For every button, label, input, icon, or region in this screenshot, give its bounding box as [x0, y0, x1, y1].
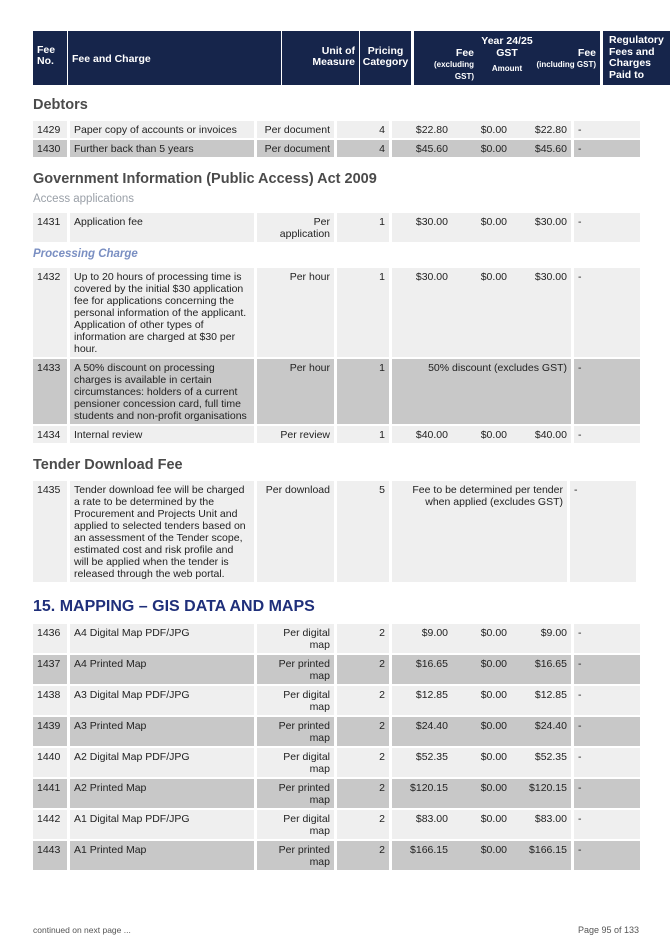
fee-description: A3 Printed Map — [69, 716, 256, 747]
regulatory-paid-to: - — [573, 425, 642, 444]
regulatory-paid-to: - — [573, 840, 642, 871]
gst-amount: $0.00 — [452, 213, 511, 243]
fee-description: Paper copy of accounts or invoices — [69, 121, 256, 139]
header-fee-incl-label: Fee — [577, 47, 596, 59]
pricing-category: 2 — [336, 716, 391, 747]
header-year: Year 24/25 — [481, 35, 533, 47]
pricing-category: 2 — [336, 840, 391, 871]
regulatory-paid-to: - — [573, 139, 642, 158]
unit-of-measure: Per digital map — [256, 747, 336, 778]
fee-excl-gst: $12.85 — [391, 685, 453, 716]
gst-amount: $0.00 — [452, 624, 511, 654]
header-fee-incl — [536, 47, 596, 71]
regulatory-paid-to: - — [569, 481, 638, 583]
debtors-table — [33, 121, 643, 159]
fee-description: Up to 20 hours of processing time is covered by the initial $30 application fee for applications concerning the personal information of the applicant. Application of other types of information are charged at $30 per hour. — [69, 268, 256, 358]
gst-amount: $0.00 — [452, 747, 511, 778]
fee-incl-gst: $52.35 — [511, 747, 573, 778]
section-title-debtors: Debtors — [33, 97, 88, 113]
table-row — [33, 121, 642, 139]
fee-number: 1437 — [33, 654, 69, 685]
pricing-category: 2 — [336, 685, 391, 716]
header-unit-of-measure: Unit of Measure — [282, 31, 359, 85]
fee-number: 1429 — [33, 121, 69, 139]
gst-amount: $0.00 — [452, 778, 511, 809]
fee-excl-gst: $45.60 — [391, 139, 453, 158]
regulatory-paid-to: - — [573, 685, 642, 716]
regulatory-paid-to: - — [573, 716, 642, 747]
fee-note: Fee to be determined per tender when applied (excludes GST) — [391, 481, 569, 583]
fee-excl-gst: $52.35 — [391, 747, 453, 778]
fee-excl-gst: $166.15 — [391, 840, 453, 871]
fee-incl-gst: $30.00 — [511, 268, 573, 358]
table-header — [33, 31, 664, 85]
fee-number: 1430 — [33, 139, 69, 158]
access-table — [33, 213, 643, 244]
regulatory-paid-to: - — [573, 268, 642, 358]
fee-excl-gst: $30.00 — [391, 213, 453, 243]
regulatory-paid-to: - — [573, 213, 642, 243]
pricing-category: 4 — [336, 121, 391, 139]
fee-incl-gst: $120.15 — [511, 778, 573, 809]
header-fee-excl-sub: (excluding GST) — [433, 60, 474, 81]
fee-excl-gst: $9.00 — [391, 624, 453, 654]
table-row — [33, 425, 642, 444]
table-row — [33, 778, 642, 809]
fee-description: Internal review — [69, 425, 256, 444]
subsection-processing-charge: Processing Charge — [33, 248, 138, 260]
fee-description: A3 Digital Map PDF/JPG — [69, 685, 256, 716]
regulatory-paid-to: - — [573, 747, 642, 778]
table-row — [33, 685, 642, 716]
pricing-category: 1 — [336, 268, 391, 358]
pricing-category: 1 — [336, 425, 391, 444]
fee-excl-gst: $120.15 — [391, 778, 453, 809]
fee-incl-gst: $45.60 — [511, 139, 573, 158]
unit-of-measure: Per document — [256, 121, 336, 139]
header-fee-excl-label: Fee — [455, 47, 474, 59]
fee-number: 1431 — [33, 213, 69, 243]
fee-note: 50% discount (excludes GST) — [391, 358, 573, 425]
fee-description: Application fee — [69, 213, 256, 243]
pricing-category: 5 — [336, 481, 391, 583]
header-fee-and-charge: Fee and Charge — [68, 31, 281, 85]
fee-description: Further back than 5 years — [69, 139, 256, 158]
table-row — [33, 840, 642, 871]
fee-incl-gst: $83.00 — [511, 809, 573, 840]
unit-of-measure: Per document — [256, 139, 336, 158]
gst-amount: $0.00 — [452, 139, 511, 158]
fee-excl-gst: $40.00 — [391, 425, 453, 444]
fee-number: 1434 — [33, 425, 69, 444]
fee-number: 1438 — [33, 685, 69, 716]
pricing-category: 2 — [336, 747, 391, 778]
table-row — [33, 747, 642, 778]
fee-description: A4 Printed Map — [69, 654, 256, 685]
fee-incl-gst: $9.00 — [511, 624, 573, 654]
fee-incl-gst: $40.00 — [511, 425, 573, 444]
subsection-access-applications: Access applications — [33, 193, 134, 205]
header-gst-sub: Amount — [491, 64, 523, 73]
table-row — [33, 809, 642, 840]
header-fee-no: Fee No. — [33, 31, 67, 85]
gst-amount: $0.00 — [452, 809, 511, 840]
pricing-category: 1 — [336, 358, 391, 425]
gst-amount: $0.00 — [452, 654, 511, 685]
fee-excl-gst: $22.80 — [391, 121, 453, 139]
fee-incl-gst: $166.15 — [511, 840, 573, 871]
regulatory-paid-to: - — [573, 624, 642, 654]
tender-table — [33, 481, 639, 584]
fee-excl-gst: $30.00 — [391, 268, 453, 358]
section-title-tender: Tender Download Fee — [33, 457, 183, 473]
fee-number: 1435 — [33, 481, 69, 583]
fee-description: A4 Digital Map PDF/JPG — [69, 624, 256, 654]
unit-of-measure: Per printed map — [256, 654, 336, 685]
page-number: Page 95 of 133 — [577, 925, 639, 935]
header-fee-excl — [418, 47, 474, 83]
fee-number: 1436 — [33, 624, 69, 654]
gst-amount: $0.00 — [452, 425, 511, 444]
pricing-category: 2 — [336, 778, 391, 809]
regulatory-paid-to: - — [573, 654, 642, 685]
table-row — [33, 213, 642, 243]
fee-excl-gst: $83.00 — [391, 809, 453, 840]
pricing-category: 2 — [336, 654, 391, 685]
table-row — [33, 654, 642, 685]
regulatory-paid-to: - — [573, 778, 642, 809]
regulatory-paid-to: - — [573, 358, 642, 425]
fee-schedule-page — [33, 31, 664, 872]
fee-incl-gst: $16.65 — [511, 654, 573, 685]
header-year-group — [414, 31, 600, 85]
unit-of-measure: Per printed map — [256, 778, 336, 809]
gst-amount: $0.00 — [452, 716, 511, 747]
header-gst-label: GST — [496, 47, 518, 59]
section-title-mapping: 15. MAPPING – GIS DATA AND MAPS — [33, 598, 315, 615]
continued-note: continued on next page ... — [33, 925, 131, 935]
fee-description: A 50% discount on processing charges is available in certain circumstances: holders of a current pensioner concession card, full time students and non-profit organisations — [69, 358, 256, 425]
fee-excl-gst: $16.65 — [391, 654, 453, 685]
unit-of-measure: Per download — [256, 481, 336, 583]
table-row — [33, 624, 642, 654]
gst-amount: $0.00 — [452, 268, 511, 358]
pricing-category: 1 — [336, 213, 391, 243]
gst-amount: $0.00 — [452, 121, 511, 139]
fee-description: Tender download fee will be charged a rate to be determined by the Procurement and Projects Unit and applied to selected tenders based on an assessment of the Tender scope, estimated cost and risk profile and will be applied when the tender is released through the web portal. — [69, 481, 256, 583]
table-row — [33, 716, 642, 747]
fee-incl-gst: $12.85 — [511, 685, 573, 716]
unit-of-measure: Per digital map — [256, 624, 336, 654]
fee-number: 1439 — [33, 716, 69, 747]
table-row — [33, 268, 642, 358]
fee-description: A1 Printed Map — [69, 840, 256, 871]
unit-of-measure: Per application — [256, 213, 336, 243]
section-title-gipa: Government Information (Public Access) Act 2009 — [33, 171, 377, 187]
unit-of-measure: Per digital map — [256, 685, 336, 716]
pricing-category: 4 — [336, 139, 391, 158]
regulatory-paid-to: - — [573, 809, 642, 840]
fee-description: A2 Digital Map PDF/JPG — [69, 747, 256, 778]
unit-of-measure: Per review — [256, 425, 336, 444]
unit-of-measure: Per printed map — [256, 716, 336, 747]
pricing-category: 2 — [336, 624, 391, 654]
fee-number: 1440 — [33, 747, 69, 778]
table-row — [33, 481, 638, 583]
mapping-table — [33, 624, 643, 872]
fee-number: 1442 — [33, 809, 69, 840]
gst-amount: $0.00 — [452, 840, 511, 871]
fee-incl-gst: $30.00 — [511, 213, 573, 243]
gst-amount: $0.00 — [452, 685, 511, 716]
table-row — [33, 139, 642, 158]
header-fee-incl-sub: (including GST) — [536, 60, 596, 69]
table-row — [33, 358, 642, 425]
regulatory-paid-to: - — [573, 121, 642, 139]
fee-number: 1441 — [33, 778, 69, 809]
fee-description: A1 Digital Map PDF/JPG — [69, 809, 256, 840]
unit-of-measure: Per digital map — [256, 809, 336, 840]
fee-excl-gst: $24.40 — [391, 716, 453, 747]
header-gst — [480, 47, 534, 75]
header-regulatory: Regulatory Fees and Charges Paid to — [603, 31, 670, 85]
fee-incl-gst: $22.80 — [511, 121, 573, 139]
fee-number: 1432 — [33, 268, 69, 358]
unit-of-measure: Per hour — [256, 358, 336, 425]
fee-number: 1443 — [33, 840, 69, 871]
fee-incl-gst: $24.40 — [511, 716, 573, 747]
header-pricing-category: Pricing Category — [360, 31, 411, 85]
processing-table — [33, 268, 643, 445]
fee-description: A2 Printed Map — [69, 778, 256, 809]
unit-of-measure: Per printed map — [256, 840, 336, 871]
unit-of-measure: Per hour — [256, 268, 336, 358]
pricing-category: 2 — [336, 809, 391, 840]
fee-number: 1433 — [33, 358, 69, 425]
